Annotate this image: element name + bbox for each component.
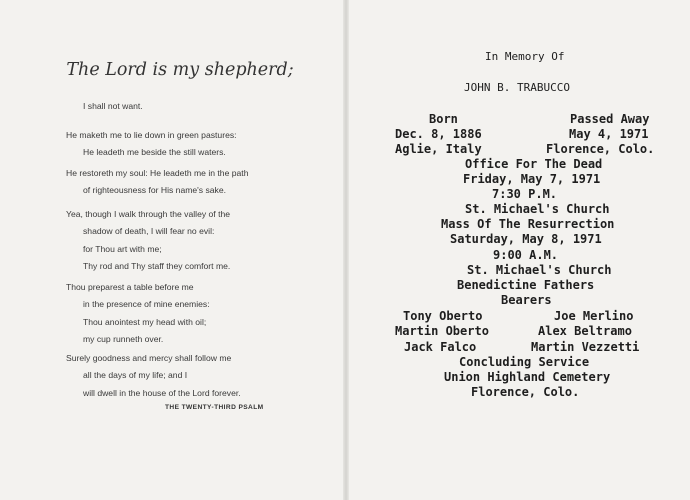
- passed-away-label: Passed Away: [570, 112, 650, 126]
- cemetery-name: Union Highland Cemetery: [444, 370, 611, 384]
- psalm-line: Thou preparest a table before me: [66, 282, 194, 292]
- mass-time: 9:00 A.M.: [493, 248, 559, 262]
- bearer-name: Martin Vezzetti: [531, 340, 640, 354]
- born-label: Born: [429, 112, 458, 126]
- passed-date: May 4, 1971: [569, 127, 649, 141]
- psalm-line: my cup runneth over.: [83, 333, 164, 344]
- bearer-name: Martin Oberto: [395, 324, 489, 338]
- psalm-verse: [66, 350, 241, 402]
- mass-officiants: Benedictine Fathers: [457, 278, 595, 292]
- memorial-panel: [349, 0, 690, 500]
- psalm-line: in the presence of mine enemies:: [83, 299, 210, 310]
- mass-date: Saturday, May 8, 1971: [450, 232, 602, 246]
- office-time: 7:30 P.M.: [492, 187, 558, 201]
- mass-church: St. Michael's Church: [467, 263, 612, 277]
- office-church: St. Michael's Church: [465, 202, 610, 216]
- psalm-line: He leadeth me beside the still waters.: [83, 147, 226, 158]
- psalm-verse: [66, 127, 237, 162]
- passed-place: Florence, Colo.: [546, 142, 655, 156]
- psalm-line: Thy rod and Thy staff they comfort me.: [83, 260, 231, 271]
- psalm-line: I shall not want.: [83, 101, 143, 111]
- office-date: Friday, May 7, 1971: [463, 172, 601, 186]
- psalm-line: will dwell in the house of the Lord forever.: [83, 387, 241, 398]
- psalm-line: for Thou art with me;: [83, 243, 162, 254]
- concluding-title: Concluding Service: [459, 355, 590, 369]
- psalm-line: shadow of death, I will fear no evil:: [83, 226, 215, 237]
- mass-title: Mass Of The Resurrection: [441, 217, 615, 231]
- deceased-name: JOHN B. TRABUCCO: [464, 81, 570, 94]
- psalm-line: He restoreth my soul: He leadeth me in the path: [66, 168, 249, 178]
- psalm-line: all the days of my life; and I: [83, 370, 188, 381]
- born-place: Aglie, Italy: [395, 142, 482, 156]
- psalm-line: of righteousness for His name's sake.: [83, 185, 227, 196]
- psalm-verse: [66, 279, 210, 348]
- psalm-verse: [66, 165, 248, 200]
- psalm-line: Surely goodness and mercy shall follow me: [66, 353, 232, 363]
- bearers-label: Bearers: [501, 293, 552, 307]
- cemetery-city: Florence, Colo.: [471, 385, 580, 399]
- psalm-title: The Lord is my shepherd;: [66, 60, 294, 80]
- psalm-line: Yea, though I walk through the valley of the: [66, 209, 231, 219]
- psalm-verse: [66, 98, 143, 115]
- memorial-heading: In Memory Of: [485, 50, 565, 63]
- office-title: Office For The Dead: [465, 157, 603, 171]
- bearer-name: Joe Merlino: [554, 309, 634, 323]
- bearer-name: Tony Oberto: [403, 309, 483, 323]
- psalm-credit: THE TWENTY-THIRD PSALM: [165, 404, 264, 411]
- born-date: Dec. 8, 1886: [395, 127, 482, 141]
- psalm-verse: [66, 206, 230, 275]
- psalm-line: Thou anointest my head with oil;: [83, 316, 207, 327]
- bearer-name: Alex Beltramo: [538, 324, 632, 338]
- bearer-name: Jack Falco: [404, 340, 477, 354]
- psalm-panel: [0, 0, 343, 500]
- psalm-line: He maketh me to lie down in green pastures:: [66, 130, 237, 140]
